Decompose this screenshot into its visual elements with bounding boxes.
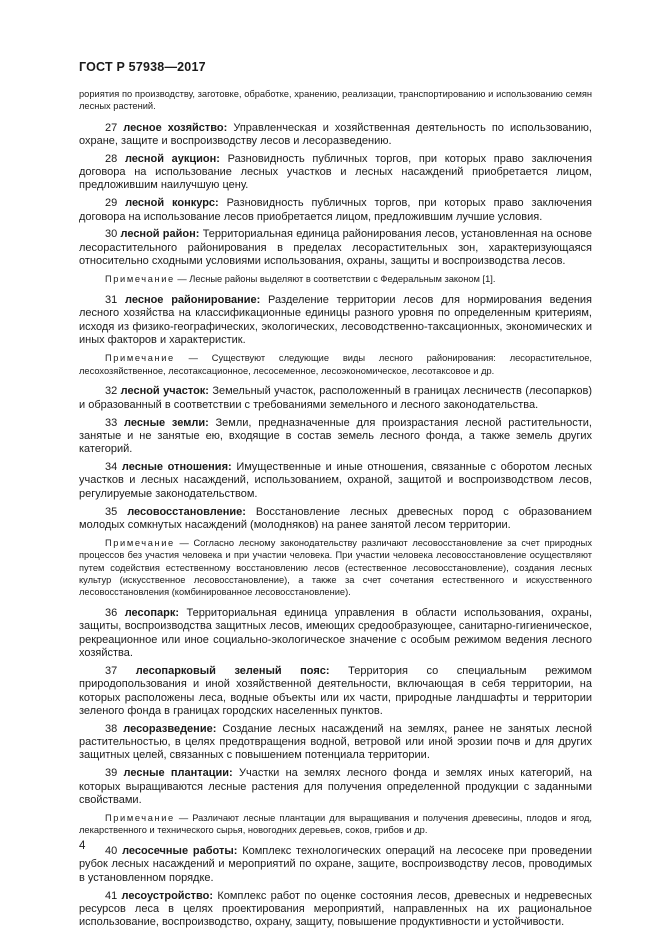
entry-33: 33 лесные земли: Земли, предназначенные для произрастания лесной растительности, занятые и не занятые ею, входящие в состав земель лесного фонда, а также земель других категорий. bbox=[79, 416, 592, 456]
document-header: ГОСТ Р 57938—2017 bbox=[79, 60, 206, 74]
entry-32: 32 лесной участок: Земельный участок, расположенный в границах лесничеств (лесопарков) и образованный в соответствии с требованиями земельного и лесного законодательства. bbox=[79, 385, 592, 411]
note-31: Примечание — Существуют следующие виды лесного районирования: лесорастительное, лесохозяйственное, лесотаксационное, лесосеменное, лесоэкономическое, лесотаксовое и др. bbox=[79, 353, 592, 376]
note-35: Примечание — Согласно лесному законодательству различают лесовосстановление за счет природных процессов без участия человека и при участии человека. При участии человека лесовосстановление осуществляют путем содействия естественному восстановлению лесов (естественное лесовосстановление), создания лесных культур (искусственное лесовосстановление), а также за счет сочетания естественного и искусственного лесовосстановления (комбинированное лесовосстановление). bbox=[79, 538, 592, 598]
entry-31: 31 лесное районирование: Разделение территории лесов для нормирования ведения лесного хозяйства на классификационные единицы разного уровня по определенным критериям, исходя из физико-географических, экологических, лесоводственно-таксационных, экономических и иных факторов и характеристик. bbox=[79, 294, 592, 347]
entry-35: 35 лесовосстановление: Восстановление лесных древесных пород с образованием молодых сомкнутых насаждений (молодняков) на ранее занятой лесом территории. bbox=[79, 505, 592, 531]
note-39: Примечание — Различают лесные плантации для выращивания и получения древесины, плодов и ягод, лекарственного и технического сырья, новогодних деревьев, соков, грибов и др. bbox=[79, 813, 592, 836]
entry-29: 29 лесной конкурс: Разновидность публичных торгов, при которых право заключения договора на использование лесов приобретается лицом, предложившим лучшие условия. bbox=[79, 197, 592, 223]
entry-37: 37 лесопарковый зеленый пояс: Территория со специальным режимом природопользования и иной хозяйственной деятельности, включающая в себя территории, на которых расположены леса, водные объекты или их части, природные ландшафты и территории зеленого фонда в границах городских населенных пунктов. bbox=[79, 664, 592, 717]
entry-40: 40 лесосечные работы: Комплекс технологических операций на лесосеке при проведении рубок лесных насаждений и мероприятий по охране, защите, воспроизводству лесов, проводимых в установленном порядке. bbox=[79, 845, 592, 884]
entry-39: 39 лесные плантации: Участки на землях лесного фонда и землях иных категорий, на которых выращиваются лесные растения для получения определенной продукции с заданными свойствами. bbox=[79, 767, 592, 806]
entry-41: 41 лесоустройство: Комплекс работ по оценке состояния лесов, древесных и недревесных ресурсов леса в целях проектирования мероприятий, направленных на их рациональное использование, воспроизводство, охрану, защиту, повышение продуктивности и устойчивости. bbox=[79, 889, 592, 929]
document-body bbox=[79, 88, 592, 934]
entry-27: 27 лесное хозяйство: Управленческая и хозяйственная деятельность по использованию, охране, защите и воспроизводству лесов и лесоразведению. bbox=[79, 121, 592, 147]
entry-28: 28 лесной аукцион: Разновидность публичных торгов, при которых право заключения договора на использование лесных участков и лесных насаждений приобретается лицом, предложившим наилучшую цену. bbox=[79, 152, 593, 192]
entry-30: 30 лесной район: Территориальная единица районирования лесов, установленная на основе лесорастительного районирования в пределах лесорастительных зон, характеризующаяся относительно сходными условиями использования, охраны, защиты и воспроизводства лесов. bbox=[79, 228, 592, 268]
entry-38: 38 лесоразведение: Создание лесных насаждений на землях, ранее не занятых лесной растительностью, в целях предотвращения водной, ветровой или иной эрозии почв и для других защитных целей, связанных с повышением потенциала территории. bbox=[79, 722, 592, 762]
intro-paragraph: рориятия по производству, заготовке, обработке, хранению, реализации, транспортированию и использованию семян лесных растений. bbox=[79, 89, 592, 112]
note-30: Примечание — Лесные районы выделяют в соответствии с Федеральным законом [1]. bbox=[105, 274, 496, 285]
entry-34: 34 лесные отношения: Имущественные и иные отношения, связанные с оборотом лесных участков и лесных насаждений, использованием, охраной, защитой и воспроизводством лесов, регулируемые законодательством. bbox=[79, 461, 592, 500]
page-number: 4 bbox=[79, 840, 86, 852]
entry-36: 36 лесопарк: Территориальная единица управления в области использования, охраны, защиты, воспроизводства защитных лесов, имеющих средообразующее, санитарно-гигиеническое, рекреационное или иное социально-экологическое значение с особым режимом ведения лесного хозяйства. bbox=[79, 607, 592, 660]
